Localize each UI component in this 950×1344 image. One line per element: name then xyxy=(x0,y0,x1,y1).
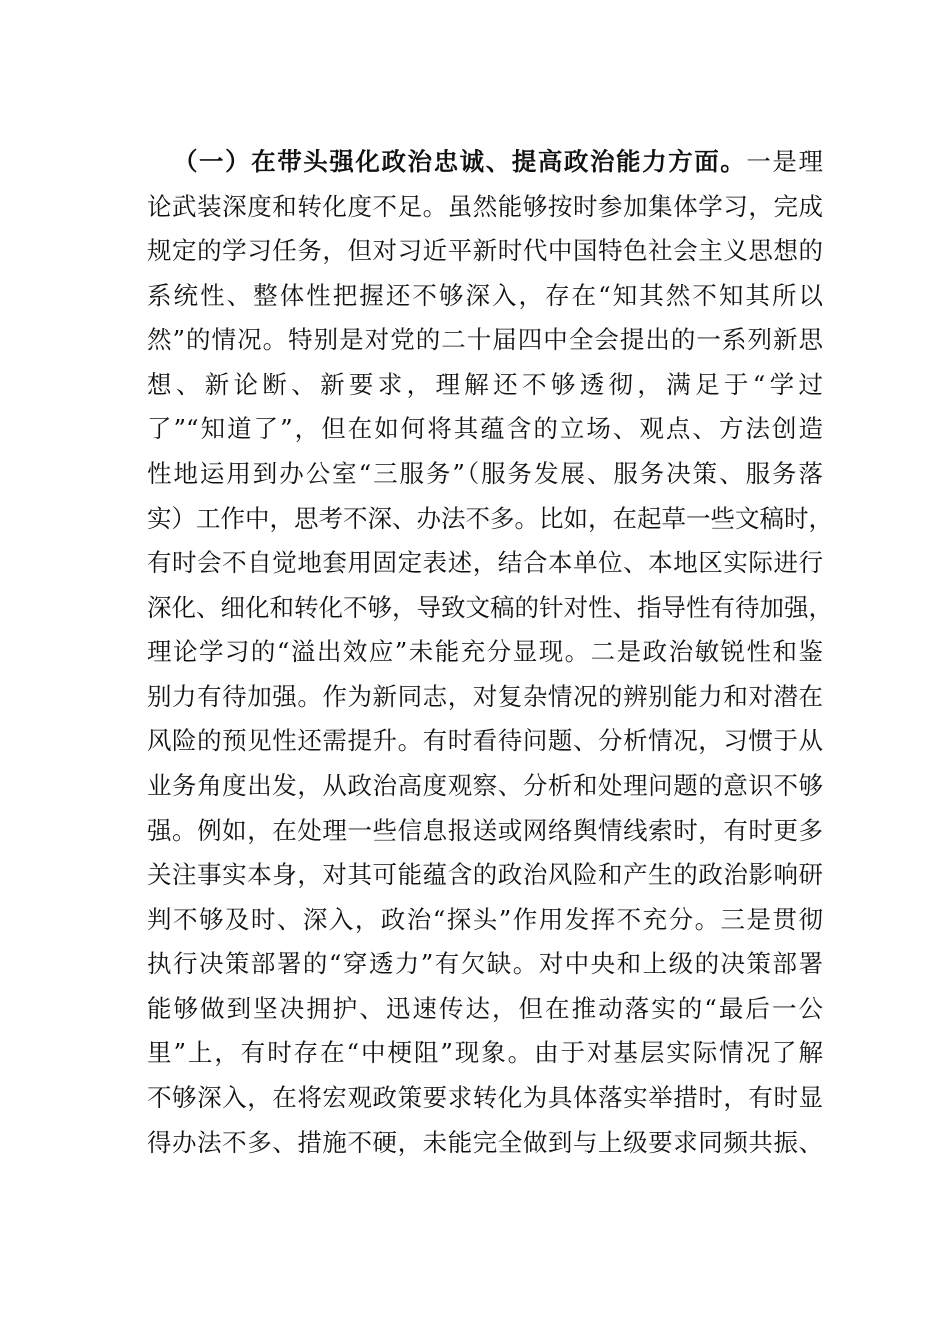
paragraph-line: 风险的预见性还需提升。有时看待问题、分析情况，习惯于从 xyxy=(147,726,823,755)
paragraph-line: 能够做到坚决拥护、迅速传达，但在推动落实的“最后一公 xyxy=(147,994,823,1023)
paragraph-line: 得办法不多、措施不硬，未能完全做到与上级要求同频共振、 xyxy=(147,1128,823,1157)
paragraph-line: 关注事实本身，对其可能蕴含的政治风险和产生的政治影响研 xyxy=(147,860,823,889)
paragraph-line: 理论学习的“溢出效应”未能充分显现。二是政治敏锐性和鉴 xyxy=(147,637,823,666)
paragraph-line: 了”“知道了”，但在如何将其蕴含的立场、观点、方法创造 xyxy=(147,414,823,443)
paragraph-line: 里”上，有时存在“中梗阻”现象。由于对基层实际情况了解 xyxy=(147,1038,823,1067)
section-heading: （一）在带头强化政治忠诚、提高政治能力方面。 xyxy=(173,147,747,176)
paragraph-line: 实）工作中，思考不深、办法不多。比如，在起草一些文稿时， xyxy=(147,504,833,533)
paragraph-line: 业务角度出发，从政治高度观察、分析和处理问题的意识不够 xyxy=(147,771,823,800)
paragraph-line: 不够深入，在将宏观政策要求转化为具体落实举措时，有时显 xyxy=(147,1083,823,1112)
paragraph-line: 规定的学习任务，但对习近平新时代中国特色社会主义思想的 xyxy=(147,236,823,265)
paragraph-line: 强。例如，在处理一些信息报送或网络舆情线索时，有时更多 xyxy=(147,816,823,845)
paragraph-line: 论武装深度和转化度不足。虽然能够按时参加集体学习，完成 xyxy=(147,192,823,221)
paragraph-line: 判不够及时、深入，政治“探头”作用发挥不充分。三是贯彻 xyxy=(147,905,823,934)
paragraph-line: 执行决策部署的“穿透力”有欠缺。对中央和上级的决策部署 xyxy=(147,949,823,978)
paragraph-line: 系统性、整体性把握还不够深入，存在“知其然不知其所以 xyxy=(147,281,823,310)
paragraph-line: 想、新论断、新要求，理解还不够透彻，满足于“学过 xyxy=(147,370,823,399)
line-text: 一是理 xyxy=(746,147,823,176)
paragraph-line: 有时会不自觉地套用固定表述，结合本单位、本地区实际进行 xyxy=(147,548,823,577)
paragraph-line: 性地运用到办公室“三服务”（服务发展、服务决策、服务落 xyxy=(147,459,823,488)
paragraph-line: 别力有待加强。作为新同志，对复杂情况的辨别能力和对潜在 xyxy=(147,682,823,711)
paragraph-line xyxy=(173,142,823,182)
paragraph-line: 然”的情况。特别是对党的二十届四中全会提出的一系列新思 xyxy=(147,325,823,354)
paragraph-line: 深化、细化和转化不够，导致文稿的针对性、指导性有待加强， xyxy=(147,593,833,622)
